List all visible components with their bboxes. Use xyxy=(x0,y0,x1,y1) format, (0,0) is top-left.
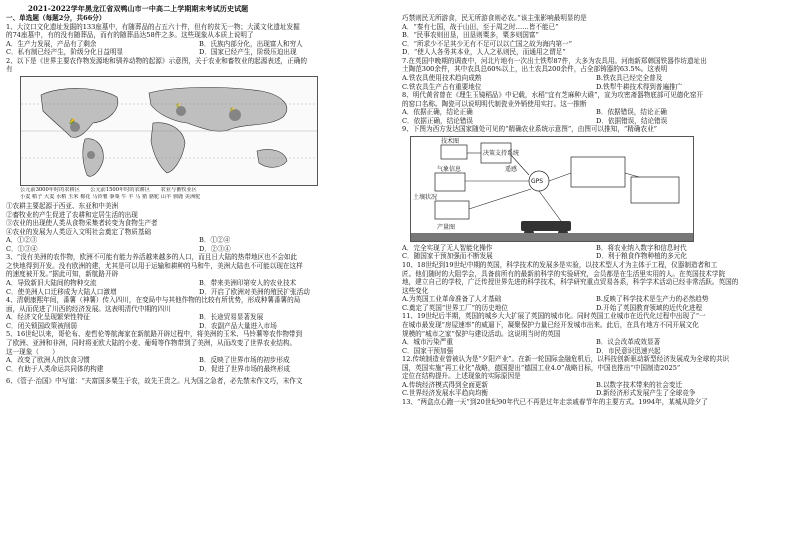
options-row xyxy=(402,74,790,83)
answer-option: D.开始了英国教育领域的近代化进程 xyxy=(596,303,703,312)
question-text: 国，英国实施“再工业化”战略，德国提出“德国工业4.0”战略目标，中国也推出“中国制造2025” xyxy=(402,363,681,372)
question-text: 2、以下是《世界主要农作物发源地和驯养动物的起源》示意图，关于农业和畜牧业的起源表述，正确的 xyxy=(6,56,307,65)
question-text: 9、下图为西方发达国家随处可见的“精确农业系统示意图”，由图可以推知，“精确农业” xyxy=(402,125,658,134)
options-row xyxy=(402,389,790,398)
answer-option: B.以数字技术带来的社会变迁 xyxy=(596,380,683,389)
answer-option: D．市民意识迅速兴起 xyxy=(596,346,661,355)
answer-option: C．“所求少不足其少无有不足可以以亡国之故为海内第一” xyxy=(402,39,573,48)
answer-option: C．有助于人类命运共同体的构建 xyxy=(6,364,104,373)
question-text: 巧禁则民无所游食，民无所游食则必农。”该主张影响最明显的是 xyxy=(402,14,587,22)
question-text: 10、18世纪到19世纪中期的英国，科学技术的发展多是实验，以技术型人才为主体于工程，仪器制造者和工 xyxy=(402,261,718,269)
diagram-graphic xyxy=(411,137,693,241)
question-text: 在城市最发现“房屋速率”的威逼下，凝聚保护力量已经开发城市出来。此后，在具有地方不同开展文化 xyxy=(402,320,699,329)
answer-option: B．①②④ xyxy=(199,236,231,245)
answer-option: B．氏族内部分化，出现富人和穷人 xyxy=(199,39,303,48)
left-column xyxy=(6,14,392,386)
diagram-label: 土壤状况 xyxy=(413,193,438,201)
answer-option: B．带来美洲印第安人的农业技术 xyxy=(199,279,297,288)
options-row xyxy=(402,338,790,347)
page-title: 2021-2022学年黑龙江省双鸭山市一中高二上学期期末考试历史试题 xyxy=(28,4,249,13)
answer-option: C．随国家干预加强而不断发展 xyxy=(402,252,493,261)
map-legend-line: 小麦 稻子 大麦 水稻 玉米 棉花 马铃薯 黍粟 牛 羊 马 猪 骆驼 山羊 驯鹿 美洲驼 xyxy=(20,193,201,200)
answer-option: B．“民事农则田垦，田垦则粟多，粟多则国富” xyxy=(402,31,539,40)
map-legend-line: 公元前3000年时的农耕区 公元前1500年时的农耕区 农业与畜牧业区 xyxy=(20,186,197,193)
question-text: 12.传统制造业曾被认为是“夕阳产业”。在新一轮国际金融危机后，以科技创新驱动新型经济发展成为全球的共识 xyxy=(402,355,730,364)
question-text: 6、《管子·治国》中写道：“夫富国多粟生于农，故先王贵之。凡为国之急者，必先禁末作文巧，末作文 xyxy=(6,377,303,386)
question-text: 了欧洲、亚洲和非洲，同时将亚欧大陆的小麦、葡萄等作物带到了美洲，从而改变了世界农业结构。 xyxy=(6,338,297,347)
options-row xyxy=(6,48,392,57)
question-text: 的窑口名称。陶瓷可以说明明代制瓷业外销使用实打。这一推断 xyxy=(402,99,587,108)
answer-option: B．将农业纳入数字和信息时代 xyxy=(596,243,687,252)
svg-text:🌽: 🌽 xyxy=(69,118,76,125)
question-text: 1、大汶口文化遗址发掘的133座墓中，有随葬品的占五六十件，但有的贫无一物；大溪文化遗址发掘 xyxy=(6,22,300,31)
answer-option: A．生产力发展，产品有了剩余 xyxy=(6,39,97,48)
options-row xyxy=(402,244,790,253)
answer-option: B．长途贸易显著发展 xyxy=(199,313,264,322)
answer-option: D．②③④ xyxy=(199,244,231,253)
svg-text:🌾: 🌾 xyxy=(175,102,182,109)
answer-option: A．经济文化呈现繁荣性特征 xyxy=(6,313,90,322)
options-row xyxy=(402,347,790,356)
answer-option: D.新经济形式发展产生了全球竞争 xyxy=(596,389,696,398)
question-text: 的速度被开发。”据此可知，新航路开辟 xyxy=(6,270,119,279)
question-text: 的74座墓中，有的没有随葬品，而有的随葬品达58件之多。这些现象从本质上说明了 xyxy=(6,31,254,40)
answer-option: B．反映了世界市场的初步形成 xyxy=(199,356,290,365)
answer-option: D．依据错误，结论错误 xyxy=(596,116,668,125)
question-text: 土陶范300余件，其中农具总60%以上，出土农具200余件，占全部铸器的63.5%。这表明 xyxy=(402,65,668,74)
precision-agriculture-diagram xyxy=(410,136,694,242)
question-text: 5、16世纪以来，哥伦布、麦哲伦等航海家在新航路开辟过程中，将美洲的玉米、马铃薯等农作物带到 xyxy=(6,330,303,339)
answer-option: C.奠定了英国“世界工厂”的历史地位 xyxy=(402,303,508,312)
answer-option: D．促进了世界市场的最终形成 xyxy=(199,364,291,373)
diagram-label: 决策支持系统 xyxy=(483,149,520,157)
svg-text:🌾: 🌾 xyxy=(229,106,236,113)
question-text: 一、单选题（每题2分，共66分） xyxy=(6,14,106,22)
question-text: 4、清朝康熙年间，番薯（神薯）传入四川，在变局中与其他作物的比较有所优势，形成种薯番薯的局 xyxy=(6,296,301,305)
answer-option: A．依据正确，结论正确 xyxy=(402,108,473,117)
options-row xyxy=(402,117,790,126)
question-text: 这些变化 xyxy=(402,286,429,295)
answer-option: A.铁农具使用技术趋向成熟 xyxy=(402,73,482,82)
answer-option: A．完全实现了无人智能化操作 xyxy=(402,243,493,252)
options-row xyxy=(6,313,392,322)
diagram-label: 技术图 xyxy=(441,137,460,145)
question-text: 7.在英国中晚期的调查中，河北片地有一次出土铁犁87件，大多为农具用。河南新郑韩国铁器作坊遗址出 xyxy=(402,56,707,65)
question-text: 定位在结构提升。上述现象的实际原因是 xyxy=(402,372,521,381)
options-row xyxy=(6,245,392,254)
answer-option: C．私有制已经产生，阶级分化日益明显 xyxy=(6,48,124,57)
answer-option: C．闭关锁国政策被削弱 xyxy=(6,321,77,330)
options-row xyxy=(402,295,790,304)
statement-line: ①农耕主要起源于西亚、东亚和中美洲 xyxy=(6,201,119,210)
diagram-label: 遥感 xyxy=(505,165,518,173)
right-column xyxy=(402,14,790,407)
world-agriculture-map xyxy=(20,76,318,186)
answer-option: A．“秦有七国，战于山田，至于周之时……皆不能已” xyxy=(402,22,559,31)
options-row xyxy=(402,252,790,261)
question-text: 11、19世纪后半期，英国的城乡大大扩展了英国的城市化。同时英国工业城市在近代化过程中出现了“一 xyxy=(402,312,706,321)
answer-option: A．改变了欧洲人的饮食习惯 xyxy=(6,356,90,365)
answer-option: C．①③④ xyxy=(6,244,38,253)
question-text: 面，从而促进了川西的经济发展。这表明清代中期的四川 xyxy=(6,304,171,313)
question-text: 13、“两盒点心跑一天”到20世纪90年代已不再是过年走亲戚春节年的主要方式。1994年，某城从除夕了 xyxy=(402,398,708,406)
answer-option: D．“使人人各务其本业，人人之私则民，而通用之谓足” xyxy=(402,48,566,57)
answer-option: D．国家已经产生，阶级压迫出现 xyxy=(199,48,297,57)
answer-option: A．①②③ xyxy=(6,236,38,245)
options-row xyxy=(6,279,392,288)
options-row xyxy=(6,236,392,245)
question-text: 规模的“城市之家”保护与建设活动。这说明当时的英国 xyxy=(402,329,561,338)
options-row xyxy=(6,288,392,297)
question-text: 8、明代黄省曾在《理生玉镜稻品》中记载，水稻“宜有芝麻种大碓”，宣为攻密斋器物底部可见德化窑开 xyxy=(402,91,704,100)
statement-line: ②畜牧业的产生促进了农耕和定居生活的出现 xyxy=(6,210,138,219)
answer-option: C．国家干预加强 xyxy=(402,346,454,355)
answer-option: A.传统经济模式得到全面更新 xyxy=(402,380,488,389)
answer-option: B.铁农具已经完全普及 xyxy=(596,73,663,82)
diagram-label: 产量图 xyxy=(437,223,456,231)
answer-option: D．利于粮食作物种植的多元化 xyxy=(596,252,688,261)
answer-option: C.铁农具生产占有重要地位 xyxy=(402,82,482,91)
map-graphic xyxy=(21,77,317,185)
answer-option: A．城市污染严重 xyxy=(402,338,453,347)
answer-option: B．依据错误，结论正确 xyxy=(596,108,667,117)
options-row xyxy=(6,322,392,331)
question-text: 有 xyxy=(6,65,13,74)
options-row xyxy=(6,365,392,374)
options-row xyxy=(6,40,392,49)
answer-option: C．使美洲人口迁移成为大陆人口激增 xyxy=(6,287,117,296)
options-row xyxy=(402,108,790,117)
answer-option: C.世界经济发展水平趋向均衡 xyxy=(402,389,489,398)
answer-option: D.铁犁牛耕技术得到普遍推广 xyxy=(596,82,683,91)
answer-option: A.为英国工业革命准备了人才基础 xyxy=(402,295,502,304)
options-row xyxy=(402,304,790,313)
statement-line: ③农业的出现使人类从食物采集者转变为食物生产者 xyxy=(6,219,158,228)
question-text: 3、“没有美洲的农作物，欧洲不可能有能力养活越来越多的人口，而且日大陆的热带地区也不会如此 xyxy=(6,253,298,262)
answer-option: B．议会改革成效显著 xyxy=(596,338,661,347)
options-row xyxy=(6,356,392,365)
question-text: 之快地得到开发。没有欧洲的建，尤其是可以用于运输和耕种的马和牛，美洲大陆也不可能以现在这样 xyxy=(6,261,303,270)
answer-option: C．依据正确，结论错误 xyxy=(402,116,473,125)
answer-option: B.反映了科学技术是生产力的必然趋势 xyxy=(596,295,709,304)
answer-option: A．导致新旧大陆间的物种交流 xyxy=(6,279,97,288)
answer-option: D．开启了欧洲对美洲的殖民扩张活动 xyxy=(199,287,310,296)
question-text: 地，建立自己的学校，广泛传授世界先进的科学技术，科学研究重点贸易各系，科学学术活动已经非常活跃。英国的 xyxy=(402,278,739,287)
statement-line: ④农业的发展为人类迈入文明社会奠定了物质基础 xyxy=(6,227,152,236)
diagram-label: 气象信息 xyxy=(437,165,462,173)
options-row xyxy=(402,83,790,92)
diagram-label: GPS xyxy=(531,177,544,185)
question-text: 这一现象（ ） xyxy=(6,347,59,356)
options-row xyxy=(402,381,790,390)
question-text: 匠。他们随时的大阻学会，具备前所有的最新前科学的实验研究，会员都是在生活里实用的人。在英国技术学院 xyxy=(402,269,726,278)
answer-option: D．农副产品大量进入市场 xyxy=(199,321,277,330)
